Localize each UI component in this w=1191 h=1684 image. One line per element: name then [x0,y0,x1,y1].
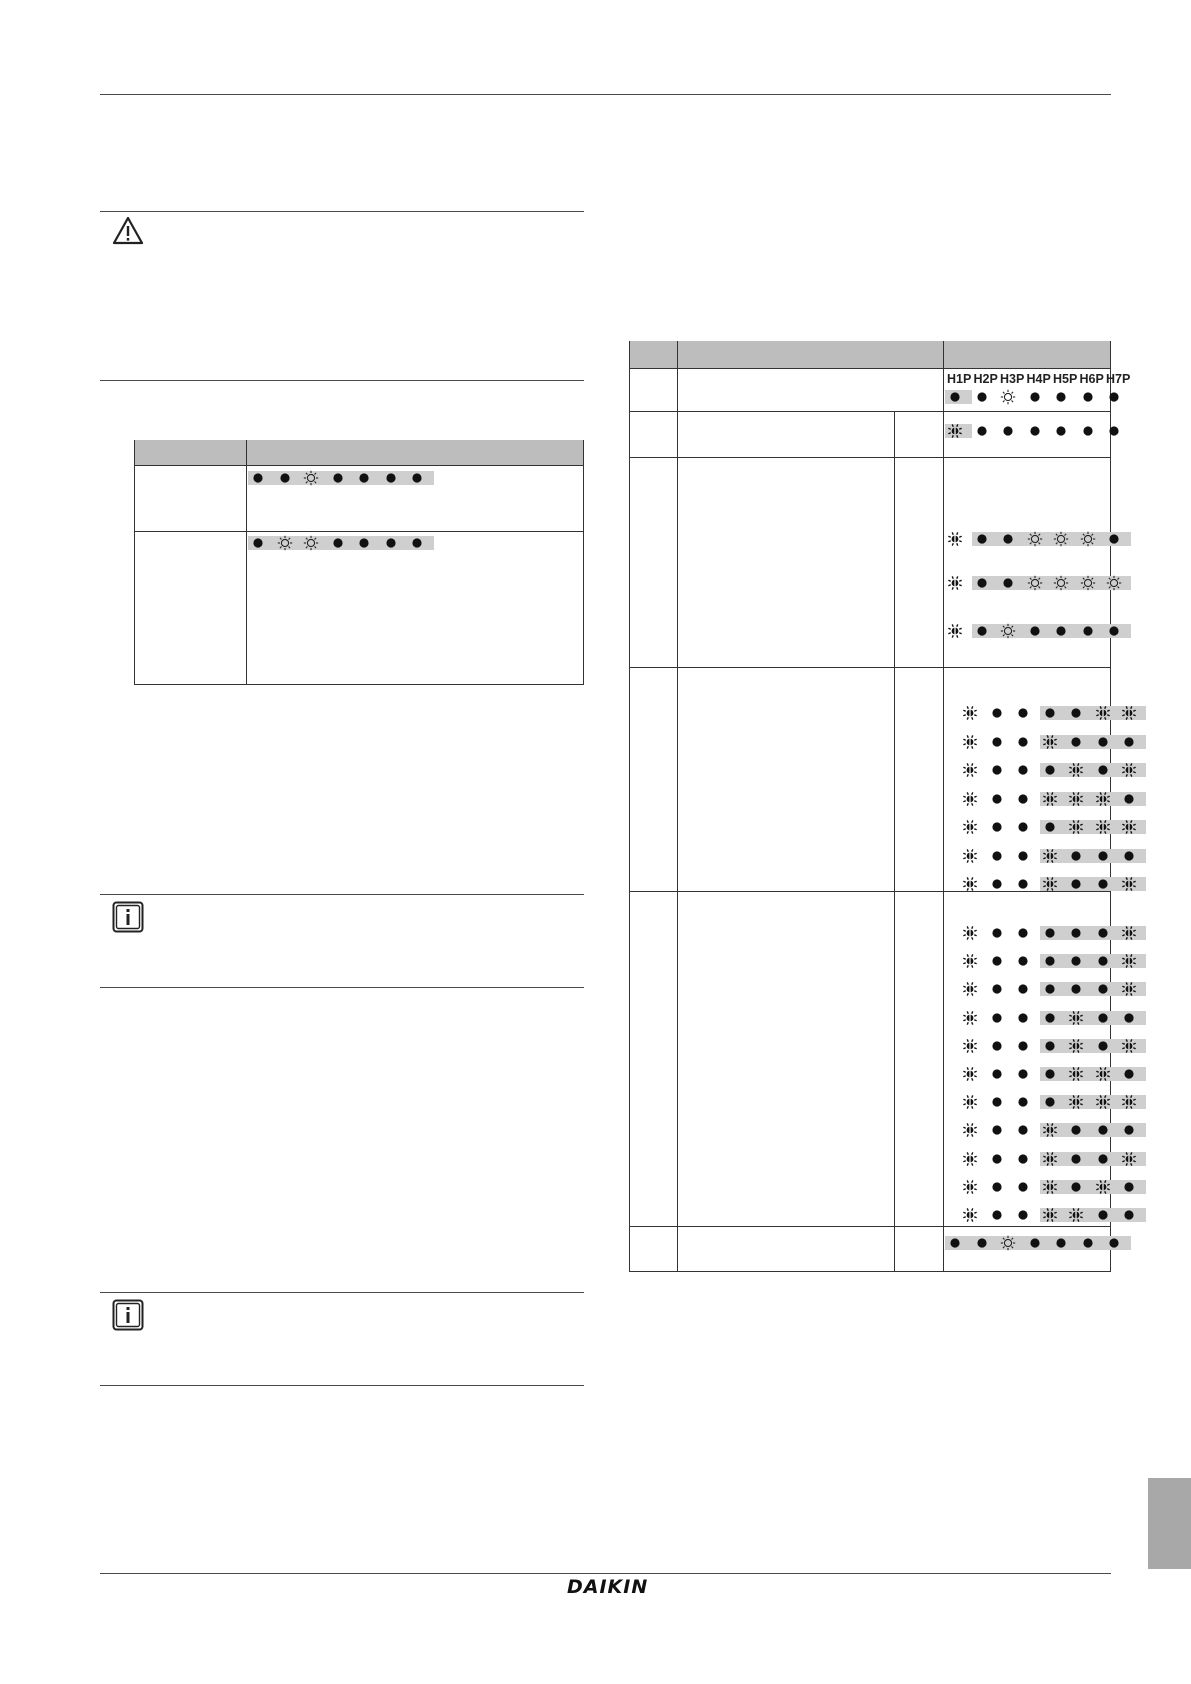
led-on-icon [383,535,399,551]
led-off-icon [1027,531,1043,547]
led-label: H2P [973,372,998,386]
led-on-icon [1042,819,1058,835]
led-blinking-icon [1042,848,1058,864]
led-blinking-icon [1042,1122,1058,1138]
info-top-rule [100,1292,584,1293]
led-on-icon [409,535,425,551]
led-blinking-icon [962,819,978,835]
left-led-table [134,440,584,685]
info-bottom-rule [100,1385,584,1386]
led-blinking-icon [1121,925,1137,941]
led-on-icon [989,1094,1005,1110]
led-on-icon [1106,623,1122,639]
led-blinking-icon [1095,1066,1111,1082]
led-on-icon [1095,1038,1111,1054]
led-on-icon [1000,575,1016,591]
led-row [947,1235,1127,1251]
led-blinking-icon [962,876,978,892]
led-blinking-icon [1095,1179,1111,1195]
led-blinking-icon [1068,1094,1084,1110]
led-on-icon [1095,953,1111,969]
led-on-icon [1015,981,1031,997]
led-on-icon [1042,1066,1058,1082]
led-on-icon [1015,1179,1031,1195]
led-on-icon [989,762,1005,778]
led-on-icon [1095,1122,1111,1138]
led-on-icon [989,876,1005,892]
led-on-icon [1095,848,1111,864]
led-label: H6P [1079,372,1104,386]
led-on-icon [1015,848,1031,864]
led-off-icon [1027,575,1043,591]
led-off-icon [277,535,293,551]
led-on-icon [1095,925,1111,941]
led-on-icon [1042,762,1058,778]
led-blinking-icon [1121,981,1137,997]
led-on-icon [989,1038,1005,1054]
led-on-icon [250,535,266,551]
led-off-icon [1080,575,1096,591]
led-on-icon [1042,1010,1058,1026]
led-on-icon [1068,1151,1084,1167]
led-on-icon [1080,389,1096,405]
led-blinking-icon [1042,791,1058,807]
language-side-tab [1148,1478,1191,1569]
led-blinking-icon [1068,819,1084,835]
led-label: H5P [1053,372,1078,386]
led-blinking-icon [1121,762,1137,778]
led-on-icon [989,1066,1005,1082]
led-header-labels [947,372,1133,386]
led-on-icon [409,470,425,486]
led-row [962,734,1152,750]
warning-top-rule [100,211,584,212]
led-on-icon [1068,734,1084,750]
led-row [250,470,450,486]
led-on-icon [1042,1094,1058,1110]
led-on-icon [1000,423,1016,439]
led-on-icon [1095,1207,1111,1223]
led-blinking-icon [1042,1179,1058,1195]
led-row [962,1179,1152,1195]
led-on-icon [989,953,1005,969]
led-on-icon [947,389,963,405]
led-row [962,1010,1152,1026]
info-top-rule [100,894,584,895]
led-off-icon [303,470,319,486]
led-off-icon [1000,1235,1016,1251]
led-on-icon [1042,981,1058,997]
led-on-icon [1027,423,1043,439]
led-blinking-icon [1121,705,1137,721]
led-on-icon [1080,423,1096,439]
led-label: H4P [1026,372,1051,386]
led-on-icon [1015,876,1031,892]
led-on-icon [1015,953,1031,969]
led-on-icon [277,470,293,486]
led-on-icon [1106,423,1122,439]
led-on-icon [383,470,399,486]
led-on-icon [1015,705,1031,721]
led-blinking-icon [1121,1151,1137,1167]
led-on-icon [1015,762,1031,778]
info-icon [112,901,144,933]
led-on-icon [1042,705,1058,721]
led-on-icon [1053,623,1069,639]
led-blinking-icon [1042,1151,1058,1167]
led-blinking-icon [947,623,963,639]
left-table-header-cell [134,440,584,465]
led-row [962,925,1152,941]
led-off-icon [1106,575,1122,591]
led-row [962,1038,1152,1054]
led-on-icon [1095,876,1111,892]
led-blinking-icon [1068,1010,1084,1026]
led-on-icon [1121,1010,1137,1026]
led-on-icon [974,1235,990,1251]
led-blinking-icon [962,791,978,807]
led-blinking-icon [1068,791,1084,807]
warning-icon [112,216,144,246]
led-on-icon [1042,1038,1058,1054]
led-on-icon [989,1122,1005,1138]
led-off-icon [1080,531,1096,547]
led-row [962,762,1152,778]
led-blinking-icon [1068,1207,1084,1223]
led-blinking-icon [962,1010,978,1026]
led-row [962,1066,1152,1082]
led-on-icon [989,705,1005,721]
led-blinking-icon [962,925,978,941]
led-on-icon [1015,1122,1031,1138]
led-blinking-icon [962,734,978,750]
led-off-icon [1053,575,1069,591]
led-on-icon [1080,623,1096,639]
led-on-icon [1121,734,1137,750]
led-row [962,981,1152,997]
led-on-icon [1015,819,1031,835]
led-row [962,1094,1152,1110]
led-on-icon [356,470,372,486]
led-on-icon [1068,876,1084,892]
led-on-icon [1095,1010,1111,1026]
led-blinking-icon [962,705,978,721]
header-rule [100,94,1111,95]
led-on-icon [1068,981,1084,997]
led-on-icon [1121,848,1137,864]
led-on-icon [974,575,990,591]
led-row [962,848,1152,864]
led-blinking-icon [947,423,963,439]
led-on-icon [1042,953,1058,969]
led-on-icon [974,389,990,405]
led-on-icon [1106,1235,1122,1251]
led-on-icon [1095,762,1111,778]
led-on-icon [1080,1235,1096,1251]
led-on-icon [1068,1179,1084,1195]
led-on-icon [1068,953,1084,969]
led-on-icon [989,819,1005,835]
led-on-icon [250,470,266,486]
led-on-icon [1068,1122,1084,1138]
led-on-icon [1027,623,1043,639]
led-row [947,423,1127,439]
led-blinking-icon [1068,1066,1084,1082]
led-on-icon [989,734,1005,750]
led-blinking-icon [1042,876,1058,892]
led-row [962,1122,1152,1138]
led-on-icon [356,535,372,551]
led-on-icon [989,925,1005,941]
led-blinking-icon [1095,1094,1111,1110]
led-on-icon [1015,1010,1031,1026]
led-on-icon [1106,531,1122,547]
led-blinking-icon [1121,876,1137,892]
led-row [962,1207,1152,1223]
led-blinking-icon [1121,1038,1137,1054]
led-row [962,791,1152,807]
led-on-icon [330,470,346,486]
led-label: H7P [1106,372,1131,386]
led-blinking-icon [1121,1094,1137,1110]
led-row [947,531,1137,547]
led-on-icon [1015,1207,1031,1223]
led-blinking-icon [962,1038,978,1054]
led-on-icon [974,531,990,547]
led-on-icon [989,791,1005,807]
led-on-icon [1015,925,1031,941]
led-on-icon [1095,1151,1111,1167]
led-row [250,535,450,551]
led-row [962,953,1152,969]
led-label: H1P [947,372,972,386]
led-on-icon [1121,791,1137,807]
led-blinking-icon [962,1122,978,1138]
led-on-icon [1000,531,1016,547]
right-table-header-cell [629,341,1111,368]
led-row [962,876,1152,892]
led-blinking-icon [962,981,978,997]
led-blinking-icon [962,1179,978,1195]
led-row [947,575,1137,591]
led-blinking-icon [1121,819,1137,835]
led-blinking-icon [962,762,978,778]
led-on-icon [1095,981,1111,997]
led-on-icon [974,623,990,639]
led-on-icon [989,1207,1005,1223]
led-on-icon [1015,791,1031,807]
led-blinking-icon [962,1151,978,1167]
led-on-icon [1121,1066,1137,1082]
led-blinking-icon [1068,762,1084,778]
led-on-icon [1027,1235,1043,1251]
led-on-icon [1053,1235,1069,1251]
led-on-icon [1121,1122,1137,1138]
led-on-icon [989,848,1005,864]
warning-bottom-rule [100,380,584,381]
info-bottom-rule [100,987,584,988]
led-label: H3P [1000,372,1025,386]
led-on-icon [1068,925,1084,941]
led-on-icon [1106,389,1122,405]
led-blinking-icon [947,575,963,591]
led-on-icon [1015,1038,1031,1054]
led-on-icon [989,1151,1005,1167]
led-blinking-icon [1095,819,1111,835]
led-on-icon [330,535,346,551]
led-on-icon [1053,423,1069,439]
led-on-icon [1015,1066,1031,1082]
led-on-icon [1068,848,1084,864]
led-blinking-icon [1042,1207,1058,1223]
led-on-icon [1121,1179,1137,1195]
led-on-icon [989,981,1005,997]
led-off-icon [1053,531,1069,547]
led-row [962,705,1152,721]
led-on-icon [1053,389,1069,405]
led-off-icon [1000,623,1016,639]
led-on-icon [1068,705,1084,721]
led-blinking-icon [1121,953,1137,969]
led-row [962,819,1152,835]
led-blinking-icon [962,1094,978,1110]
led-on-icon [1095,734,1111,750]
info-icon [112,1299,144,1331]
led-on-icon [1027,389,1043,405]
right-led-table [629,341,1131,1272]
led-on-icon [974,423,990,439]
led-blinking-icon [962,1066,978,1082]
led-on-icon [1015,1151,1031,1167]
led-blinking-icon [1042,734,1058,750]
led-blinking-icon [1068,1038,1084,1054]
led-on-icon [1042,925,1058,941]
led-off-icon [1000,389,1016,405]
led-on-icon [989,1010,1005,1026]
led-blinking-icon [1095,705,1111,721]
led-blinking-icon [962,848,978,864]
led-on-icon [1121,1207,1137,1223]
led-blinking-icon [947,531,963,547]
led-on-icon [1015,1094,1031,1110]
led-blinking-icon [1095,791,1111,807]
daikin-logo: DAIKIN [567,1576,649,1598]
led-row [947,389,1127,405]
led-row [962,1151,1152,1167]
led-blinking-icon [962,1207,978,1223]
led-blinking-icon [962,953,978,969]
led-row [947,623,1137,639]
led-on-icon [947,1235,963,1251]
led-on-icon [989,1179,1005,1195]
led-on-icon [1015,734,1031,750]
footer-rule [100,1573,1111,1574]
led-off-icon [303,535,319,551]
